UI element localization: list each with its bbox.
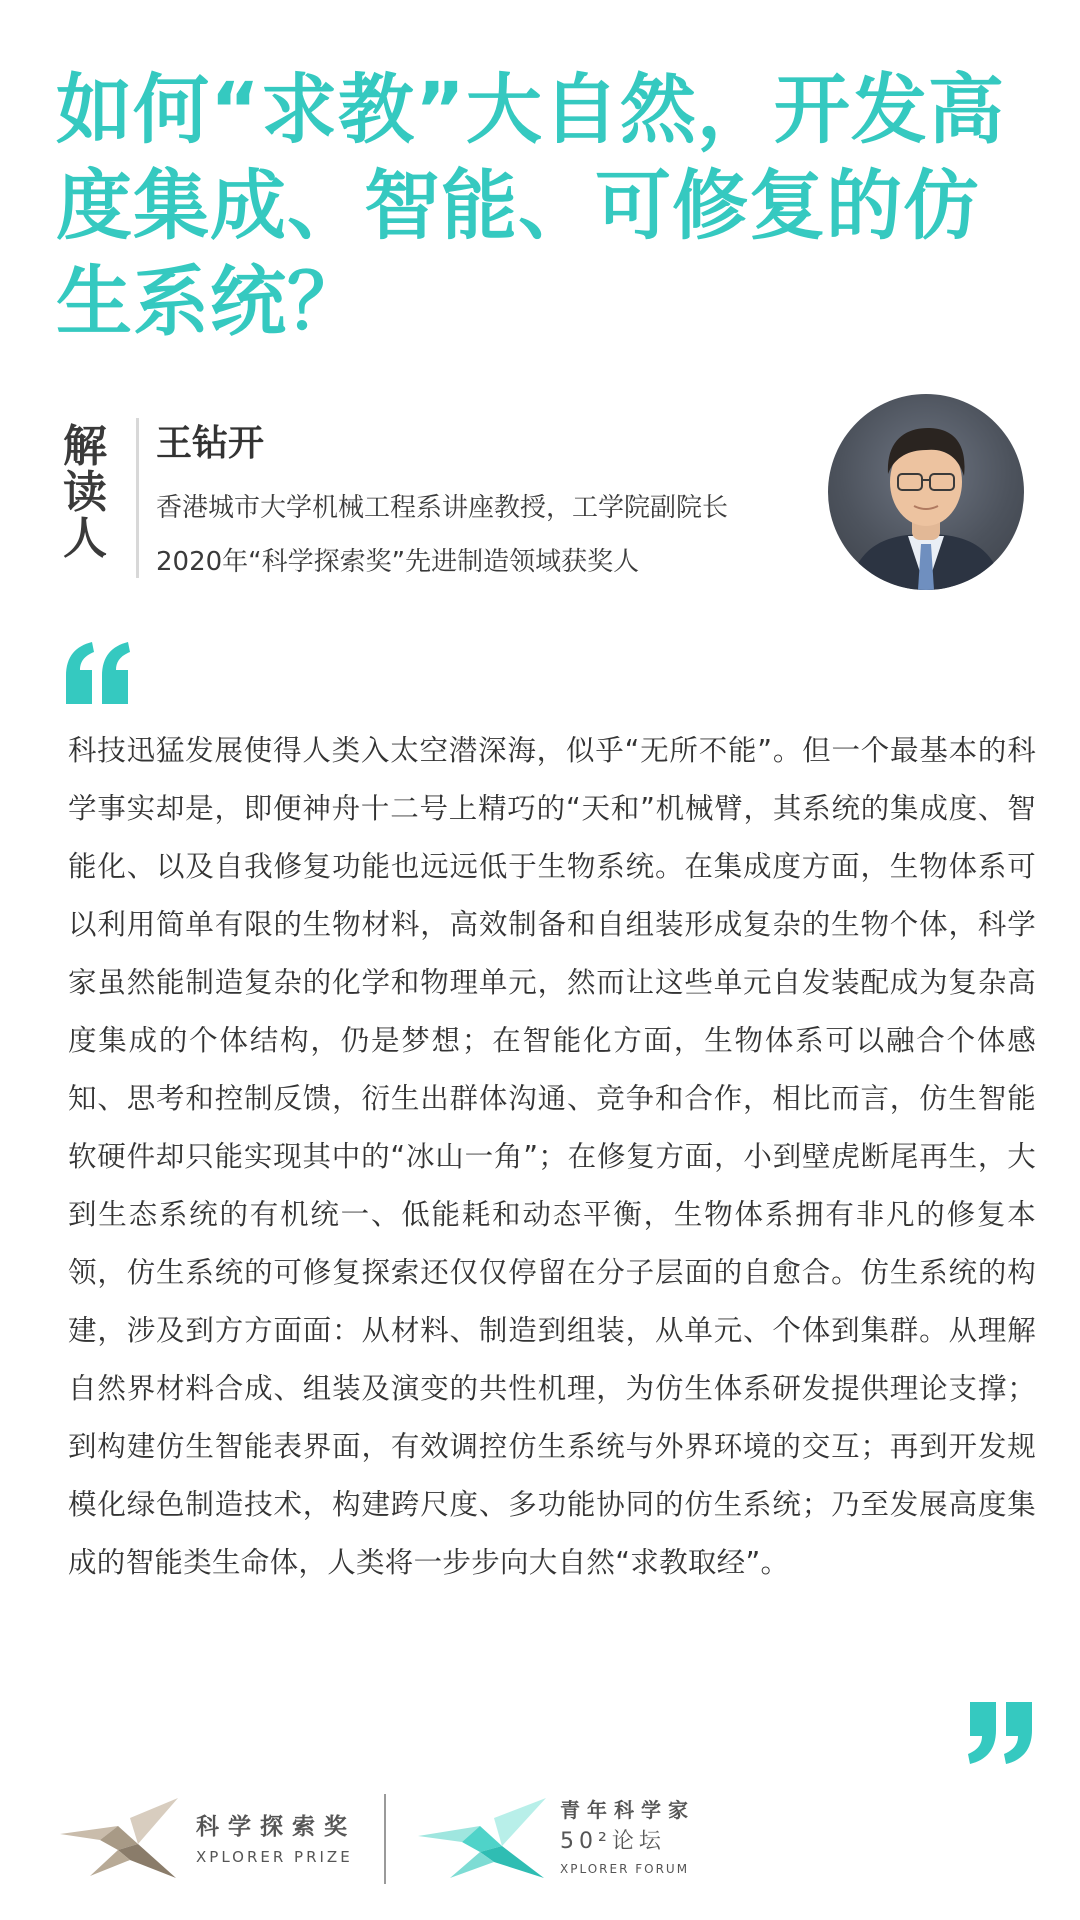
reader-divider xyxy=(136,418,139,578)
reader-label-char: 解 xyxy=(63,421,107,472)
xplorer-forum-en: XPLORER FORUM xyxy=(560,1862,690,1876)
open-quote-icon xyxy=(62,640,132,706)
avatar xyxy=(828,394,1024,590)
reader-label-char: 人 xyxy=(63,513,107,564)
xplorer-forum-logo-icon xyxy=(418,1796,548,1880)
xplorer-prize-cn: 科学探索奖 xyxy=(196,1814,356,1840)
reader-label-char: 读 xyxy=(63,467,107,518)
footer-divider xyxy=(384,1794,386,1884)
xplorer-prize-logo-icon xyxy=(60,1796,180,1880)
person-award: 2020年“科学探索奖”先进制造领域获奖人 xyxy=(156,547,640,577)
xplorer-forum-cn: 青年科学家 xyxy=(560,1798,695,1822)
xplorer-forum-sub: 50²论坛 xyxy=(560,1829,666,1854)
body-text: 科技迅猛发展使得人类入太空潜深海，似乎“无所不能”。但一个最基本的科学事实却是，即便神舟十二号上精巧的“天和”机械臂，其系统的集成度、智能化、以及自我修复功能也远远低于生物系统。在集成度方面，生物体系可以利用简单有限的生物材料，高效制备和自组装形成复杂的生物个体，科学家虽然能制造复杂的化学和物理单元，然而让这些单元自发装配成为复杂高度集成的个体结构，仍是梦想；在智能化方面，生物体系可以融合个体感知、思考和控制反馈，衍生出群体沟通、竞争和合作，相比而言，仿生智能软硬件却只能实现其中的“冰山一角”；在修复方面，小到壁虎断尾再生，大到生态系统的有机统一、低能耗和动态平衡，生物体系拥有非凡的修复本领，仿生系统的可修复探索还仅仅停留在分子层面的自愈合。仿生系统的构建，涉及到方方面面：从材料、制造到组装，从单元、个体到集群。从理解自然界材料合成、组装及演变的共性机理，为仿生体系研发提供理论支撑；到构建仿生智能表界面，有效调控仿生系统与外界环境的交互；再到开发规模化绿色制造技术，构建跨尺度、多功能协同的仿生系统；乃至发展高度集成的智能类生命体，人类将一步步向大自然“求教取经”。 xyxy=(68,734,1036,1579)
close-quote-icon xyxy=(966,1700,1036,1766)
footer xyxy=(0,1790,1080,1890)
xplorer-prize-en: XPLORER PRIZE xyxy=(196,1848,353,1866)
person-title: 香港城市大学机械工程系讲座教授，工学院副院长 xyxy=(156,493,729,523)
page-title: 如何“求教”大自然，开发高度集成、智能、可修复的仿生系统？ xyxy=(56,65,1005,346)
person-name: 王钻开 xyxy=(156,423,265,464)
reader-label xyxy=(60,421,110,564)
